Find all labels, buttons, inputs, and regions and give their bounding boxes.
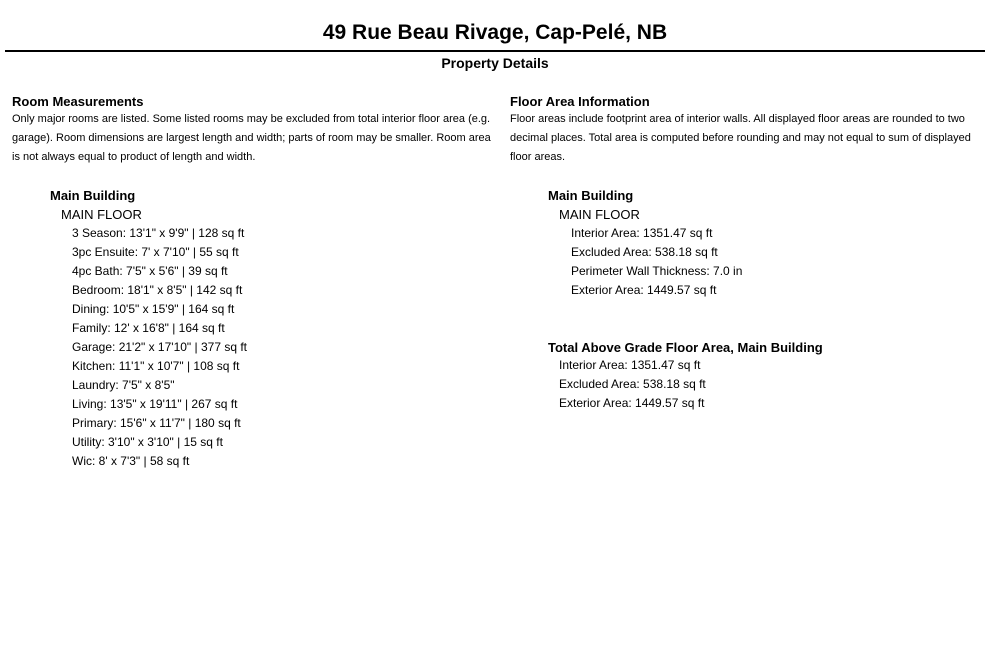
room-floor-label: MAIN FLOOR [61, 207, 142, 222]
room-item: Primary: 15'6" x 11'7" | 180 sq ft [72, 416, 241, 430]
room-list [72, 224, 247, 471]
floor-area-description: Floor areas include footprint area of interior walls. All displayed floor areas are rounded to two decimal places. Total area is computed before rounding and may not equal to sum of displayed floor areas. [510, 113, 971, 163]
page-subtitle: Property Details [441, 55, 549, 71]
room-item: Dining: 10'5" x 15'9" | 164 sq ft [72, 302, 235, 316]
floor-area-item: Exterior Area: 1449.57 sq ft [571, 283, 717, 297]
room-building-heading: Main Building [50, 188, 136, 203]
room-item: Wic: 8' x 7'3" | 58 sq ft [72, 454, 190, 468]
total-area-item: Excluded Area: 538.18 sq ft [559, 377, 706, 391]
floor-area-list [571, 224, 742, 300]
total-floor-area-list [559, 356, 706, 413]
room-measurements-section [12, 93, 500, 167]
total-floor-area-heading: Total Above Grade Floor Area, Main Building [548, 340, 823, 355]
floor-area-section [510, 93, 995, 167]
room-item: Living: 13'5" x 19'11" | 267 sq ft [72, 397, 238, 411]
floor-area-item: Interior Area: 1351.47 sq ft [571, 226, 713, 240]
total-area-item: Interior Area: 1351.47 sq ft [559, 358, 701, 372]
room-item: Family: 12' x 16'8" | 164 sq ft [72, 321, 225, 335]
room-measurements-description: Only major rooms are listed. Some listed rooms may be excluded from total interior floor area (e.g. garage). Room dimensions are largest length and width; parts of room may be smaller. Room area is not always equal to product of length and width. [12, 113, 491, 163]
floor-area-item: Perimeter Wall Thickness: 7.0 in [571, 264, 743, 278]
room-item: Bedroom: 18'1" x 8'5" | 142 sq ft [72, 283, 243, 297]
title-divider [5, 50, 985, 52]
room-item: Kitchen: 11'1" x 10'7" | 108 sq ft [72, 359, 240, 373]
floor-area-heading: Floor Area Information [510, 94, 650, 109]
room-item: 3pc Ensuite: 7' x 7'10" | 55 sq ft [72, 245, 239, 259]
floor-area-floor-label: MAIN FLOOR [559, 207, 640, 222]
room-item: 3 Season: 13'1" x 9'9" | 128 sq ft [72, 226, 245, 240]
floor-area-item: Excluded Area: 538.18 sq ft [571, 245, 718, 259]
room-item: Utility: 3'10" x 3'10" | 15 sq ft [72, 435, 223, 449]
room-item: Garage: 21'2" x 17'10" | 377 sq ft [72, 340, 247, 354]
room-item: Laundry: 7'5" x 8'5" [72, 378, 175, 392]
total-area-item: Exterior Area: 1449.57 sq ft [559, 396, 705, 410]
room-item: 4pc Bath: 7'5" x 5'6" | 39 sq ft [72, 264, 228, 278]
room-measurements-heading: Room Measurements [12, 94, 144, 109]
floor-area-building-heading: Main Building [548, 188, 634, 203]
page-title: 49 Rue Beau Rivage, Cap-Pelé, NB [322, 21, 668, 44]
